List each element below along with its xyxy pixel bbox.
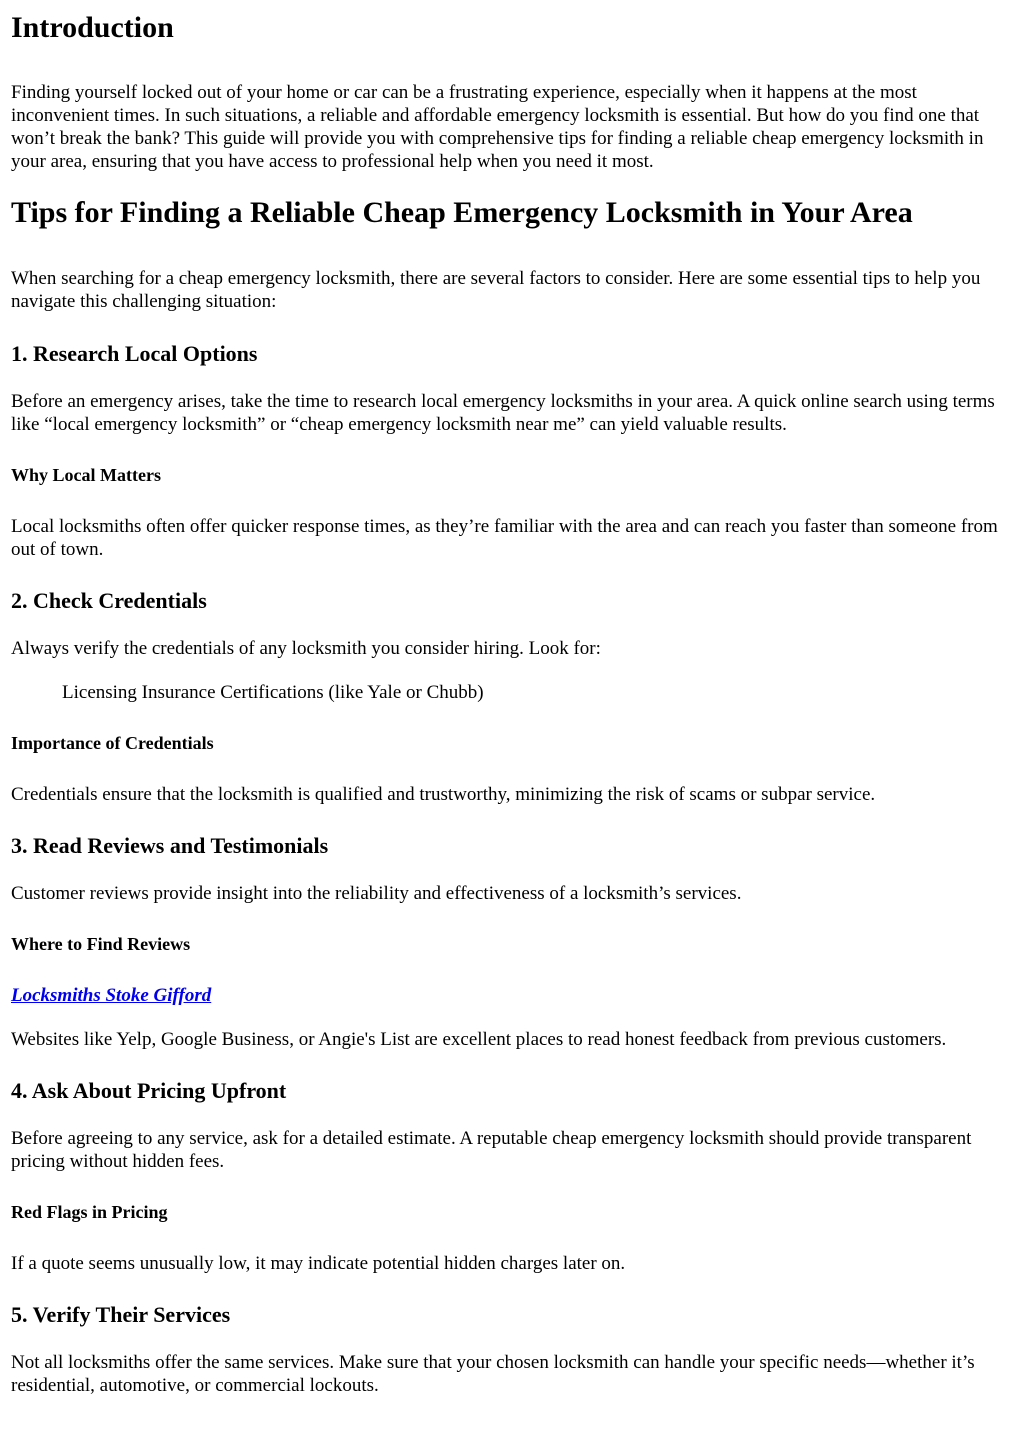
tips-heading: Tips for Finding a Reliable Cheap Emergency Locksmith in Your Area — [11, 196, 913, 229]
locksmiths-stoke-gifford-link[interactable]: Locksmiths Stoke Gifford — [11, 985, 212, 1006]
section-5-paragraph: Not all locksmiths offer the same services. Make sure that your chosen locksmith can handle your specific needs—whether it’s residential, automotive, or commercial lockouts. — [11, 1352, 975, 1396]
section-2-sub-paragraph: Credentials ensure that the locksmith is qualified and trustworthy, minimizing the risk of scams or subpar service. — [11, 784, 876, 805]
section-4-paragraph: Before agreeing to any service, ask for a detailed estimate. A reputable cheap emergency locksmith should provide transparent pricing without hidden fees. — [11, 1128, 972, 1172]
section-1-heading: 1. Research Local Options — [11, 341, 258, 366]
section-2-paragraph: Always verify the credentials of any locksmith you consider hiring. Look for: — [11, 638, 601, 659]
section-1-subheading: Why Local Matters — [11, 465, 161, 485]
section-3-heading: 3. Read Reviews and Testimonials — [11, 833, 329, 858]
tips-paragraph: When searching for a cheap emergency locksmith, there are several factors to consider. Here are some essential tips to help you navigate this challenging situation: — [11, 268, 981, 312]
section-5-heading: 5. Verify Their Services — [11, 1302, 231, 1327]
section-3-paragraph: Customer reviews provide insight into the reliability and effectiveness of a locksmith’s services. — [11, 883, 742, 904]
section-2-subheading: Importance of Credentials — [11, 733, 214, 753]
intro-paragraph: Finding yourself locked out of your home or car can be a frustrating experience, especially when it happens at the most inconvenient times. In such situations, a reliable and affordable emergency locksmith is essential. But how do you find one that won’t break the bank? This guide will provide you with comprehensive tips for finding a reliable cheap emergency locksmith in your area, ensuring that you have access to professional help when you need it most. — [11, 82, 984, 172]
section-1-sub-paragraph: Local locksmiths often offer quicker response times, as they’re familiar with the area and can reach you faster than someone from out of town. — [11, 516, 998, 560]
section-3-subheading: Where to Find Reviews — [11, 934, 191, 954]
article — [0, 10, 1024, 1397]
section-4-subheading: Red Flags in Pricing — [11, 1202, 168, 1222]
section-2-heading: 2. Check Credentials — [11, 588, 207, 613]
section-4-sub-paragraph: If a quote seems unusually low, it may indicate potential hidden charges later on. — [11, 1253, 626, 1274]
intro-heading: Introduction — [11, 11, 174, 44]
section-3-sub-paragraph: Websites like Yelp, Google Business, or Angie's List are excellent places to read honest feedback from previous customers. — [11, 1029, 947, 1050]
section-1-paragraph: Before an emergency arises, take the time to research local emergency locksmiths in your area. A quick online search using terms like “local emergency locksmith” or “cheap emergency locksmith near me” can yield valuable results. — [11, 391, 995, 435]
section-4-heading: 4. Ask About Pricing Upfront — [11, 1078, 287, 1103]
credentials-list: Licensing Insurance Certifications (like Yale or Chubb) — [62, 682, 484, 703]
link-row — [11, 984, 1013, 1007]
